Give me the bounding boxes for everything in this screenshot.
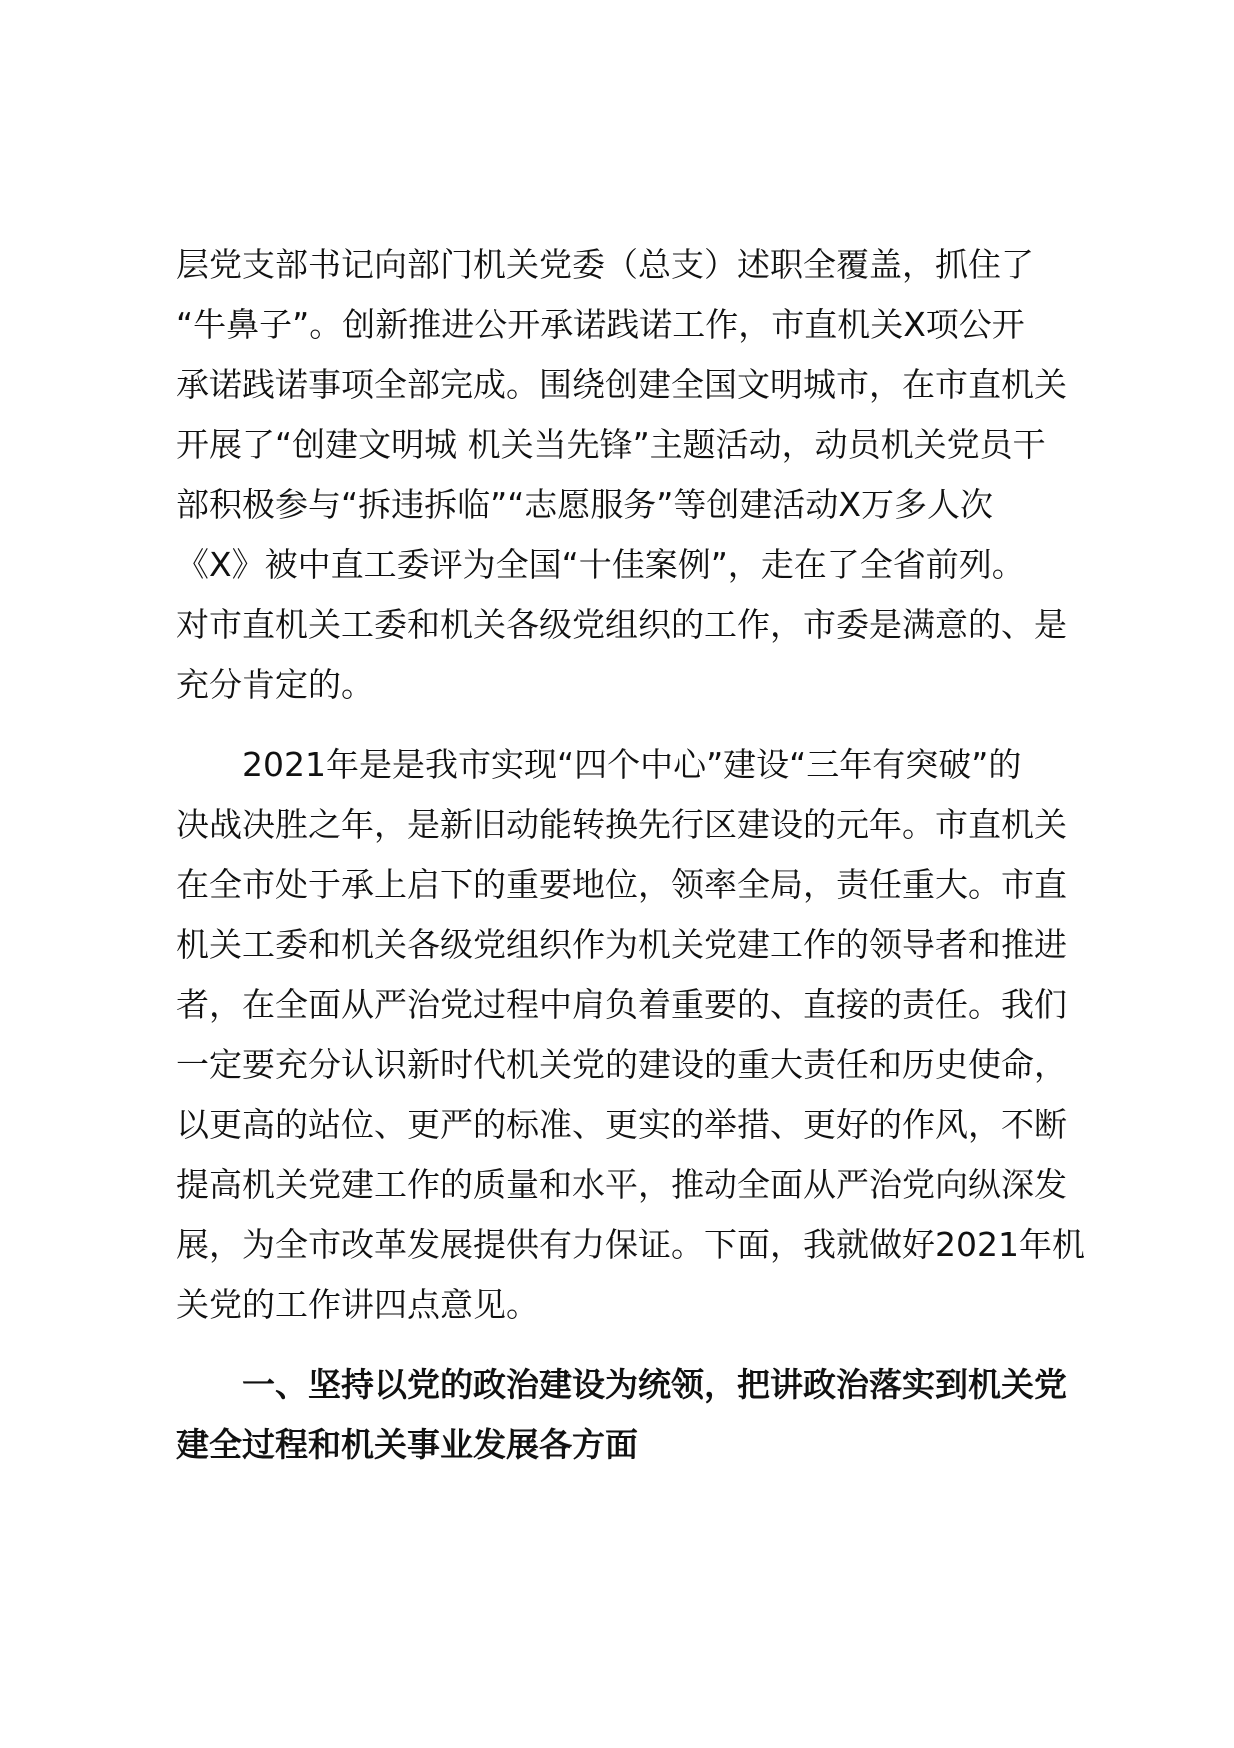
text-line: 展，为全市改革发展提供有力保证。下面，我就做好2021年机	[176, 1225, 1085, 1264]
heading-line: 建全过程和机关事业发展各方面	[176, 1425, 638, 1464]
text-line: 2021年是是我市实现“四个中心”建设“三年有突破”的	[242, 745, 1022, 784]
section-heading	[176, 1355, 1096, 1475]
text-line: 机关工委和机关各级党组织作为机关党建工作的领导者和推进	[176, 925, 1067, 964]
heading-line: 一、坚持以党的政治建设为统领，把讲政治落实到机关党	[242, 1365, 1067, 1404]
text-line: 关党的工作讲四点意见。	[176, 1285, 539, 1324]
text-line: 在全市处于承上启下的重要地位，领率全局，责任重大。市直	[176, 865, 1067, 904]
text-line: 一定要充分认识新时代机关党的建设的重大责任和历史使命，	[176, 1045, 1067, 1084]
paragraph-2021-outlook	[176, 735, 1096, 1335]
text-line: 《X》被中直工委评为全国“十佳案例”，走在了全省前列。	[176, 545, 1025, 584]
text-line: 部积极参与“拆违拆临”“志愿服务”等创建活动X万多人次	[176, 485, 993, 524]
text-line: 对市直机关工委和机关各级党组织的工作，市委是满意的、是	[176, 605, 1067, 644]
text-line: 开展了“创建文明城 机关当先锋”主题活动，动员机关党员干	[176, 425, 1046, 464]
text-line: “牛鼻子”。创新推进公开承诺践诺工作，市直机关X项公开	[176, 305, 1025, 344]
text-line: 提高机关党建工作的质量和水平，推动全面从严治党向纵深发	[176, 1165, 1067, 1204]
text-line: 承诺践诺事项全部完成。围绕创建全国文明城市，在市直机关	[176, 365, 1067, 404]
text-line: 者，在全面从严治党过程中肩负着重要的、直接的责任。我们	[176, 985, 1067, 1024]
text-line: 充分肯定的。	[176, 665, 374, 704]
text-line: 以更高的站位、更严的标准、更实的举措、更好的作风，不断	[176, 1105, 1067, 1144]
paragraph-work-summary	[176, 235, 1096, 715]
text-line: 决战决胜之年，是新旧动能转换先行区建设的元年。市直机关	[176, 805, 1067, 844]
text-line: 层党支部书记向部门机关党委（总支）述职全覆盖，抓住了	[176, 245, 1034, 284]
